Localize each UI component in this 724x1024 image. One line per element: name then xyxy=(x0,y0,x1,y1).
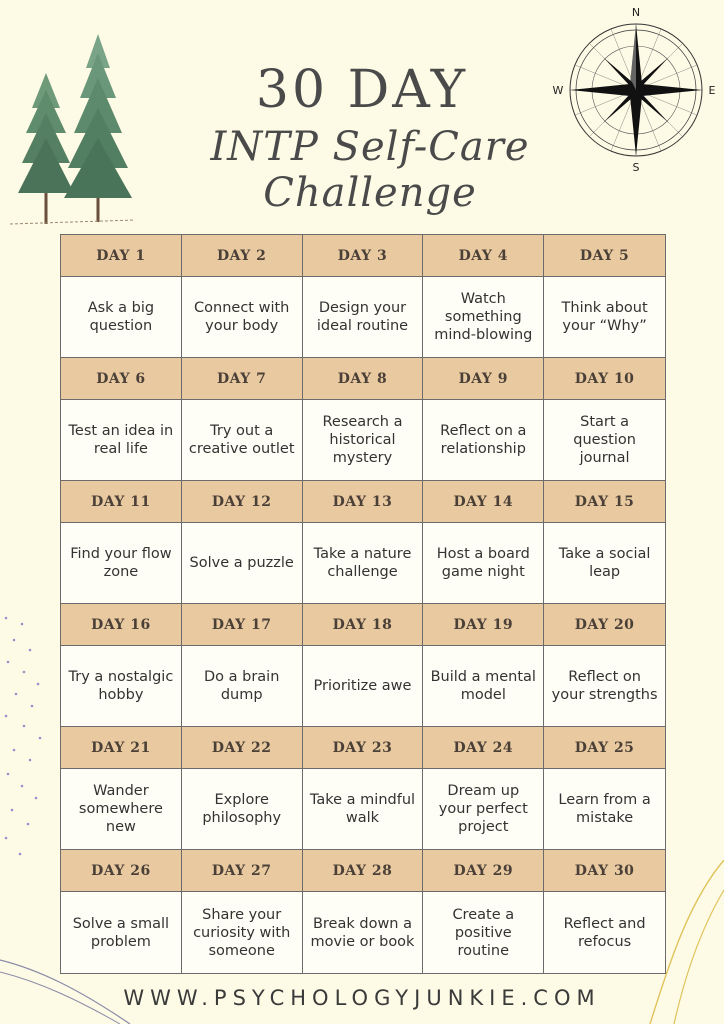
day-label: DAY 14 xyxy=(423,481,544,523)
day-task: Dream up your perfect project xyxy=(423,769,544,850)
day-task: Create a positive routine xyxy=(423,892,544,973)
challenge-calendar-grid xyxy=(60,234,666,974)
day-task: Reflect and refocus xyxy=(544,892,665,973)
compass-east-label: E xyxy=(708,84,716,97)
day-task: Take a social leap xyxy=(544,523,665,604)
day-task: Solve a small problem xyxy=(61,892,182,973)
day-label: DAY 11 xyxy=(61,481,182,523)
day-task: Ask a big question xyxy=(61,277,182,358)
day-task: Explore philosophy xyxy=(182,769,303,850)
day-task: Design your ideal routine xyxy=(303,277,424,358)
day-task: Share your curiosity with someone xyxy=(182,892,303,973)
day-task: Learn from a mistake xyxy=(544,769,665,850)
day-label: DAY 12 xyxy=(182,481,303,523)
day-task: Try out a creative outlet xyxy=(182,400,303,481)
day-label: DAY 1 xyxy=(61,235,182,277)
day-label: DAY 20 xyxy=(544,604,665,646)
day-label: DAY 28 xyxy=(303,850,424,892)
compass-north-label: N xyxy=(631,6,641,19)
day-label: DAY 5 xyxy=(544,235,665,277)
day-label: DAY 9 xyxy=(423,358,544,400)
day-task: Test an idea in real life xyxy=(61,400,182,481)
decorative-dots xyxy=(0,610,60,870)
day-label: DAY 19 xyxy=(423,604,544,646)
day-task: Break down a movie or book xyxy=(303,892,424,973)
day-task: Try a nostalgic hobby xyxy=(61,646,182,727)
day-label: DAY 2 xyxy=(182,235,303,277)
day-label: DAY 3 xyxy=(303,235,424,277)
day-label: DAY 16 xyxy=(61,604,182,646)
day-label: DAY 7 xyxy=(182,358,303,400)
day-task: Start a question journal xyxy=(544,400,665,481)
day-label: DAY 22 xyxy=(182,727,303,769)
day-task: Wander somewhere new xyxy=(61,769,182,850)
day-task: Research a historical mystery xyxy=(303,400,424,481)
day-label: DAY 17 xyxy=(182,604,303,646)
day-task: Think about your “Why” xyxy=(544,277,665,358)
day-label: DAY 30 xyxy=(544,850,665,892)
day-label: DAY 24 xyxy=(423,727,544,769)
day-label: DAY 18 xyxy=(303,604,424,646)
title-line-1: 30 DAY xyxy=(255,60,469,120)
day-task: Solve a puzzle xyxy=(182,523,303,604)
day-task: Take a mindful walk xyxy=(303,769,424,850)
day-label: DAY 27 xyxy=(182,850,303,892)
day-label: DAY 15 xyxy=(544,481,665,523)
day-task: Reflect on a relationship xyxy=(423,400,544,481)
day-task: Connect with your body xyxy=(182,277,303,358)
compass-west-label: W xyxy=(552,84,564,97)
day-label: DAY 8 xyxy=(303,358,424,400)
day-label: DAY 10 xyxy=(544,358,665,400)
day-label: DAY 13 xyxy=(303,481,424,523)
day-task: Prioritize awe xyxy=(303,646,424,727)
day-label: DAY 29 xyxy=(423,850,544,892)
day-task: Host a board game night xyxy=(423,523,544,604)
day-label: DAY 6 xyxy=(61,358,182,400)
website-footer: WWW.PSYCHOLOGYJUNKIE.COM xyxy=(123,986,601,1010)
day-task: Build a mental model xyxy=(423,646,544,727)
day-task: Take a nature challenge xyxy=(303,523,424,604)
day-label: DAY 23 xyxy=(303,727,424,769)
title-line-2: INTP Self-Care Challenge xyxy=(210,124,530,216)
day-label: DAY 4 xyxy=(423,235,544,277)
day-task: Do a brain dump xyxy=(182,646,303,727)
day-label: DAY 26 xyxy=(61,850,182,892)
day-task: Find your flow zone xyxy=(61,523,182,604)
day-task: Watch something mind-blowing xyxy=(423,277,544,358)
day-task: Reflect on your strengths xyxy=(544,646,665,727)
day-label: DAY 25 xyxy=(544,727,665,769)
day-label: DAY 21 xyxy=(61,727,182,769)
compass-south-label: S xyxy=(632,161,640,174)
